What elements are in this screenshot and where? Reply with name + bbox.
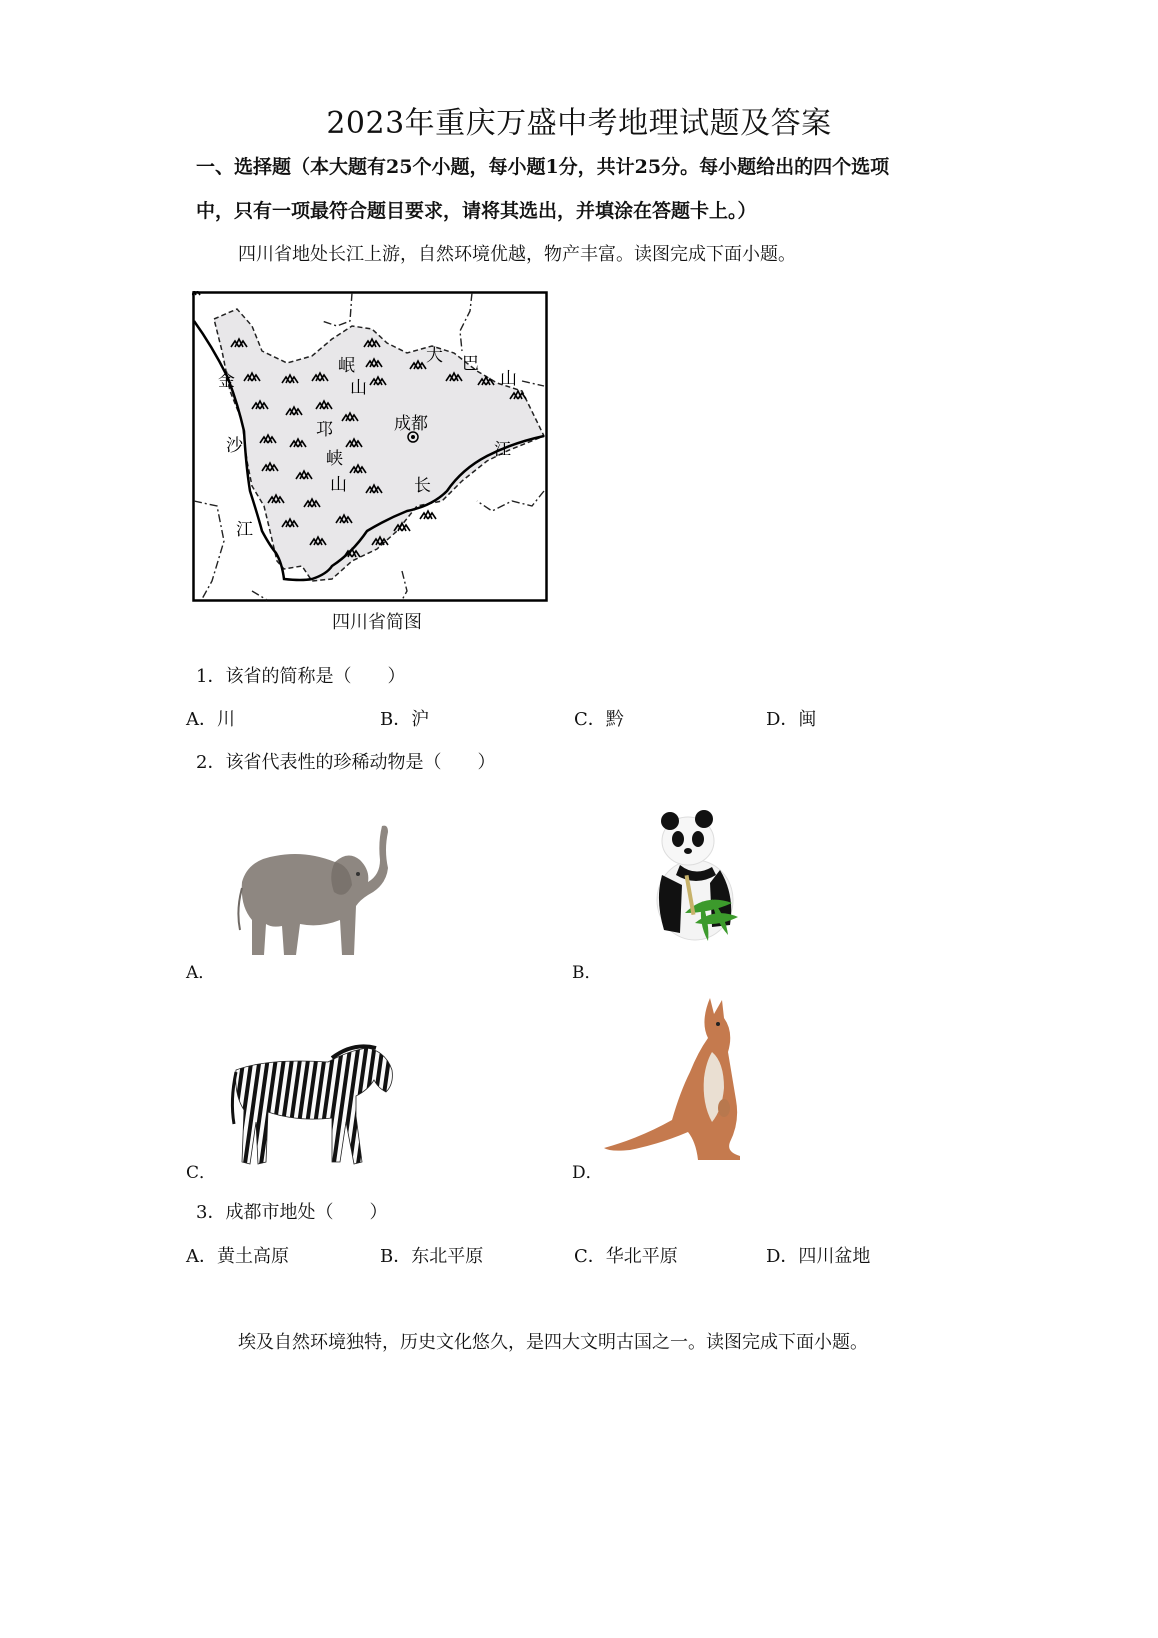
q1-option-d: D．闽 [766,709,817,730]
q2-option-a: A． [186,963,216,983]
map-label-min: 岷 [338,356,355,376]
q2-option-c: C． [186,1163,217,1183]
q3-option-a: A．黄土高原 [186,1246,289,1267]
q2-option-b: B． [572,963,602,983]
map-caption: 四川省简图 [332,612,422,633]
q3-option-c: C．华北平原 [574,1246,678,1267]
map-label-jiang-left: 江 [236,520,253,540]
intro-sichuan: 四川省地处长江上游，自然环境优越，物产丰富。读图完成下面小题。 [238,244,796,265]
question-3: 3．成都市地处（ ） [196,1202,388,1223]
kangaroo-icon [600,992,750,1164]
question-1: 1．该省的简称是（ ） [196,666,406,687]
intro-egypt: 埃及自然环境独特，历史文化悠久，是四大文明古国之一。读图完成下面小题。 [238,1332,868,1353]
panda-icon [640,805,745,945]
q2-option-d: D． [572,1163,603,1183]
section-heading-line1: 一、选择题（本大题有25个小题，每小题1分，共计25分。每小题给出的四个选项 [196,156,890,178]
q1-option-a: A．川 [186,709,235,730]
map-label-da: 大 [426,346,443,366]
q1-option-c: C．黔 [574,709,624,730]
elephant-icon [230,820,400,965]
map-label-sha: 沙 [226,436,243,456]
map-label-ba: 巴 [462,354,479,374]
q1-option-b: B．沪 [380,709,430,730]
zebra-icon [228,1040,398,1170]
map-label-shan-qiong: 山 [330,475,347,495]
map-label-jiang-right: 江 [494,440,511,460]
map-label-qiong: 邛 [316,420,333,440]
question-2: 2．该省代表性的珍稀动物是（ ） [196,752,496,773]
map-label-shan-daba: 山 [500,369,517,389]
section-heading-line2: 中，只有一项最符合题目要求，请将其选出，并填涂在答题卡上。） [196,200,757,222]
q3-option-b: B．东北平原 [380,1246,484,1267]
map-label-chang: 长 [414,476,431,496]
page-title: 2023年重庆万盛中考地理试题及答案 [326,106,832,141]
map-label-jin: 金 [218,371,235,391]
q3-option-d: D．四川盆地 [766,1246,871,1267]
map-label-xia: 峡 [326,449,343,469]
sichuan-map [192,291,548,602]
map-label-chengdu: 成都 [394,414,428,434]
map-label-shan-min: 山 [350,378,367,398]
